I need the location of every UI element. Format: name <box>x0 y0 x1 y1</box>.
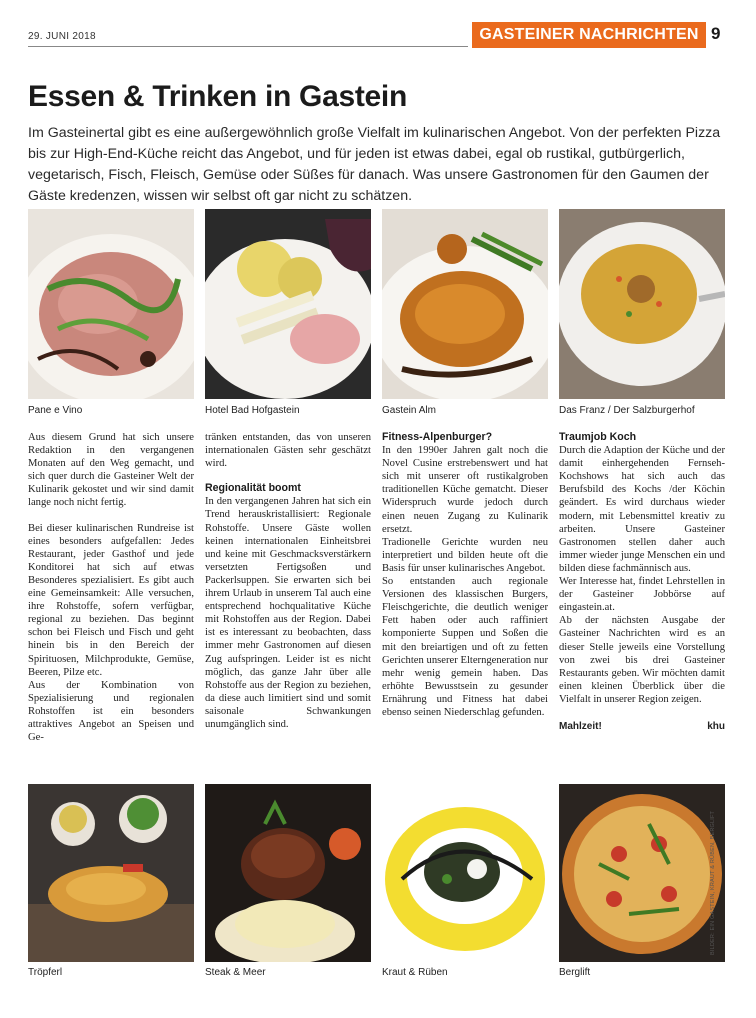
photo-gastein-alm <box>382 209 548 399</box>
photo-pane-e-vino <box>28 209 194 399</box>
photo-credit: BILDER: EIN GASTEIN, KRAUT & RÜBEN, BERGLIFT <box>710 810 716 955</box>
article-lead: Im Gasteinertal gibt es eine außergewöhnlich große Vielfalt im kulinarischen Angebot. Von der perfekten Pizza bis zur High-End-Küche reicht das Angebot, und für jeden ist etwas dabei, egal ob rustikal, gutbürgerlich, vegetarisch, Fisch, Fleisch, Gemüse oder Süßes für danach. Was unsere Gastronomen für den Gaumen der Gäste kredenzen, wissen wir selbst oft gar nicht zu schätzen. <box>28 125 721 204</box>
page-number: 9 <box>711 24 721 43</box>
photo-troepferl <box>28 784 194 962</box>
photo-caption: Das Franz / Der Salzburgerhof <box>559 405 695 416</box>
paragraph: Bei dieser kulinarischen Rundreise ist eines besonders aufgefallen: Jedes Restaurant, jeder Gasthof und jede Konditorei hat sich auf etwas Besonderes spezialisiert. Es gibt auch eine Gemeinsamkeit: Alle versuchen, ihre Rohstoffe, sofern verfügbar, regional zu beziehen. Das beginnt schon bei Fleisch und Fisch und geht hinein bis in den Bereich der Spirituosen, Milchprodukte, Gemüse, Beeren, Pilze etc. <box>28 522 194 678</box>
asparagus-ham-photo <box>205 209 371 399</box>
photo-caption: Berglift <box>559 967 591 978</box>
article-column-2 <box>205 431 371 731</box>
pizza-photo <box>559 784 725 962</box>
signoff-line <box>559 720 725 733</box>
paragraph: Ab der nächsten Ausgabe der Gasteiner Nachrichten wird es an dieser Stelle jeweils eine Vorstellung von zwei bis drei Gasteiner Restaurants geben. Wir möchten damit einen kleinen Überblick über die Vielfalt in unserer Region zeigen. <box>559 615 725 705</box>
soup-photo <box>559 209 725 399</box>
section-heading: Regionalität boomt <box>205 482 301 495</box>
paragraph: tränken entstanden, das von unseren internationalen Gästen sehr geschätzt wird. <box>205 432 371 470</box>
article-column-1 <box>28 431 194 744</box>
section-heading: Traumjob Koch <box>559 431 637 443</box>
paragraph: So entstanden auch regionale Versionen des klassischen Burgers, Fleischgerichte, die deutlich weniger Fett haben oder auch raffiniert komponierte Suppen und Soßen die mit den breiartigen und oft zu fetten Gerichten unserer Elterngeneration nur mehr wenig gemein haben. Das erhöhte Bewusstsein zu gesunder Ernährung und Fitness hat dabei ebenso seinen Niederschlag gefunden. <box>382 576 548 718</box>
paragraph: Wer Interesse hat, findet Lehrstellen in der Gasteiner Jobbörse auf eingastein.at. <box>559 576 725 614</box>
paragraph: Aus der Kombination von Spezialisierung und regionalen Rohstoffen ist ein besonders attraktives Angebot an Speisen und Ge- <box>28 679 194 744</box>
signoff: Mahlzeit! <box>559 720 602 732</box>
paragraph: In den 1990er Jahren galt noch die Novel Cusine erstrebenswert und hat sich mit unserer oft rustikalgroben traditionellen Küche gematcht. Dieser Widerspruch wurde jedoch durch einen neuen Zugang zu Kulinarik ersetzt. <box>382 445 548 535</box>
photo-steak-und-meer <box>205 784 371 962</box>
carpaccio-photo <box>28 209 194 399</box>
schnitzel-photo <box>382 209 548 399</box>
section-heading: Fitness-Alpenburger? <box>382 431 493 443</box>
photo-das-franz <box>559 209 725 399</box>
photo-caption: Kraut & Rüben <box>382 967 448 978</box>
paragraph: Durch die Adaption der Küche und der damit einhergehenden Fernseh-Kochshows hat sich auch das Berufsbild des Kochs /der Köchin geändert. Es wird durchaus wieder modern, mit Lebensmittel kreativ zu arbeiten. Unsere Gasteiner Gastronomen stellen daher auch immer wieder junge Menschen ein und bilden diese fachmännisch aus. <box>559 445 725 574</box>
issue-date: 29. JUNI 2018 <box>28 31 96 42</box>
publication-name: GASTEINER NACHRICHTEN <box>472 22 706 48</box>
paragraph: Aus diesem Grund hat sich unsere Redaktion in den vergangenen Monaten auf den Weg gemacht, und sich quer durch die Gasteiner Welt der Kulinarik gekostet und wir sind damit lange noch nicht fertig. <box>28 432 194 509</box>
photo-caption: Tröpferl <box>28 967 63 978</box>
author-initials: khu <box>707 720 725 732</box>
vegetable-plate-photo <box>382 784 548 962</box>
article-title: Essen & Trinken in Gastein <box>28 80 407 113</box>
fried-dish-photo <box>28 784 194 962</box>
paragraph: Tradionelle Gerichte wurden neu interpretiert und bilden heute oft die Basis für unser kulinarisches Angebot. <box>382 536 548 574</box>
photo-caption: Pane e Vino <box>28 405 83 416</box>
photo-caption: Hotel Bad Hofgastein <box>205 405 300 416</box>
steak-photo <box>205 784 371 962</box>
article-column-3 <box>382 431 548 719</box>
photo-kraut-und-rueben <box>382 784 548 962</box>
photo-caption: Steak & Meer <box>205 967 266 978</box>
header-rule <box>28 46 468 47</box>
photo-caption: Gastein Alm <box>382 405 436 416</box>
paragraph: In den vergangenen Jahren hat sich ein Trend herauskristallisiert: Regionale Rohstoffe. Unsere Gäste wollen keinen internationalen Einheitsbrei und keine mit Geschmacksverstärkern versetzten Fertigsoßen und Packerlsuppen. Sie erwarten sich bei ihrem Urlaub in unserem Tal auch eine entsprechend hochqualitative Küche mit Rohstoffen aus der Region. Dabei ist es interessant zu beobachten, dass immer mehr Gastronomen auf diesen Zug aufspringen. Leider ist es nicht möglich, das ganze Jahr über alle Rohstoffe aus der Region zu beziehen, da diese auch limitiert sind und somit saisonale Schwankungen unumgänglich sind. <box>205 496 371 730</box>
photo-berglift <box>559 784 725 962</box>
article-column-4 <box>559 431 725 733</box>
photo-hotel-bad-hofgastein <box>205 209 371 399</box>
